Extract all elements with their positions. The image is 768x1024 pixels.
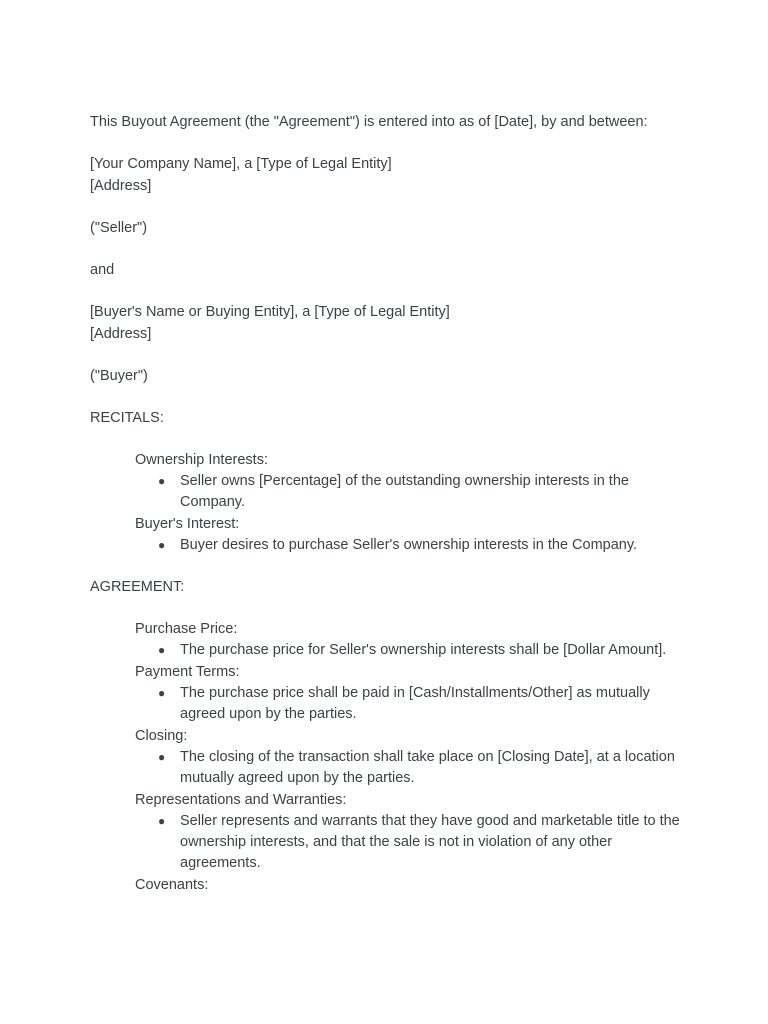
intro-paragraph: This Buyout Agreement (the "Agreement") is entered into as of [Date], by and between: xyxy=(90,114,648,130)
list-item xyxy=(158,640,690,661)
bullet-icon: ● xyxy=(158,474,166,488)
bullet-text: The purchase price for Seller's ownership interests shall be [Dollar Amount]. xyxy=(180,642,667,658)
list-item xyxy=(158,811,690,874)
bullet-icon: ● xyxy=(158,750,166,764)
seller-address: [Address] xyxy=(90,178,152,194)
agreement-item-title: Payment Terms: xyxy=(135,664,240,680)
agreement-heading: AGREEMENT: xyxy=(90,579,185,595)
recital-title: Buyer's Interest: xyxy=(135,516,240,532)
bullet-icon: ● xyxy=(158,686,166,700)
agreement-item-title: Representations and Warranties: xyxy=(135,792,347,808)
agreement-item-title: Purchase Price: xyxy=(135,621,238,637)
recitals-list xyxy=(90,449,690,556)
bullet-text: The purchase price shall be paid in [Cash/Installments/Other] as mutually agreed upon by the parties. xyxy=(180,685,650,722)
list-item xyxy=(158,535,690,556)
bullet-icon: ● xyxy=(158,538,166,552)
recital-title: Ownership Interests: xyxy=(135,452,268,468)
bullet-icon: ● xyxy=(158,814,166,828)
document-body xyxy=(90,111,690,896)
bullet-text: The closing of the transaction shall take place on [Closing Date], at a location mutually agreed upon by the parties. xyxy=(180,749,675,786)
agreement-item-title: Covenants: xyxy=(135,877,209,893)
list-item xyxy=(158,747,690,789)
list-item xyxy=(158,471,690,513)
bullet-text: Seller owns [Percentage] of the outstanding ownership interests in the Company. xyxy=(180,473,629,510)
seller-name-line: [Your Company Name], a [Type of Legal Entity] xyxy=(90,156,392,172)
buyer-name-line: [Buyer's Name or Buying Entity], a [Type of Legal Entity] xyxy=(90,304,450,320)
recitals-heading: RECITALS: xyxy=(90,410,164,426)
list-item xyxy=(158,683,690,725)
bullet-text: Buyer desires to purchase Seller's ownership interests in the Company. xyxy=(180,537,638,553)
buyer-address: [Address] xyxy=(90,326,152,342)
buyer-label: ("Buyer") xyxy=(90,368,148,384)
agreement-item-title: Closing: xyxy=(135,728,188,744)
bullet-text: Seller represents and warrants that they have good and marketable title to the ownership interests, and that the sale is not in violation of any other agreements. xyxy=(180,813,680,871)
agreement-list xyxy=(90,618,690,896)
seller-label: ("Seller") xyxy=(90,220,148,236)
and-text: and xyxy=(90,262,115,278)
bullet-icon: ● xyxy=(158,643,166,657)
